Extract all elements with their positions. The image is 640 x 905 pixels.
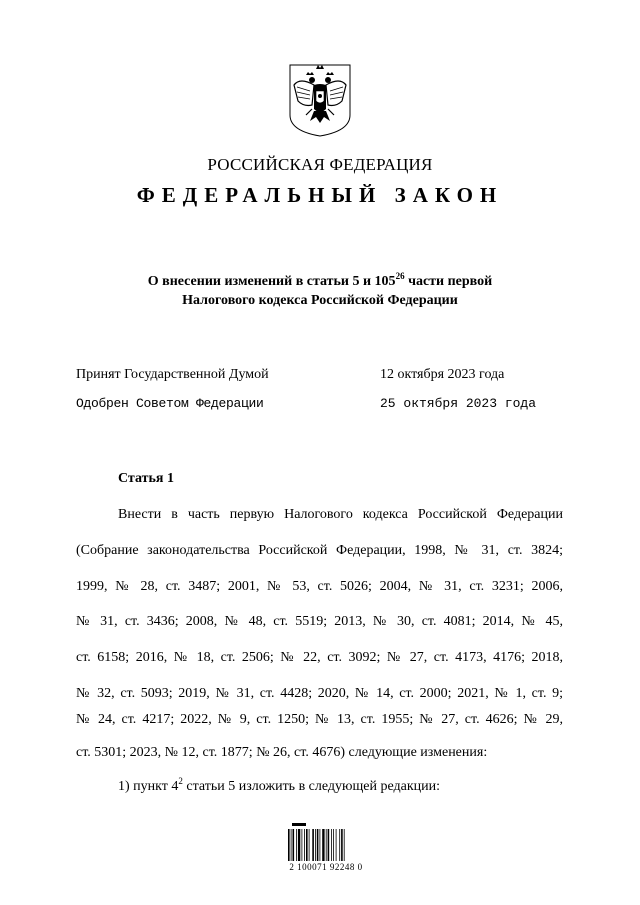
item-1-text-end: статьи 5 изложить в следующей редакции:	[182, 779, 441, 794]
article-item-1	[118, 776, 563, 795]
barcode-bar	[306, 829, 308, 861]
barcode-bar	[322, 829, 324, 861]
council-date: 25 октября 2023 года	[380, 396, 537, 411]
barcode-bar	[293, 829, 295, 861]
barcode-bar	[344, 829, 345, 861]
coat-of-arms-emblem	[288, 63, 352, 137]
barcode-bar	[326, 829, 327, 861]
barcode-bars	[288, 823, 345, 861]
council-label: Одобрен Советом Федерации	[76, 396, 264, 411]
barcode-bar	[333, 829, 334, 861]
barcode-top-mark	[292, 823, 306, 826]
barcode-bar	[312, 829, 314, 861]
item-1-text: 1) пункт 4	[118, 779, 179, 794]
barcode-bar	[288, 829, 290, 861]
duma-label: Принят Государственной Думой	[76, 367, 269, 382]
item-1-superscript: 2	[178, 776, 183, 786]
barcode-bar	[298, 829, 300, 861]
article-text-line: № 24, ст. 4217; 2022, № 9, ст. 1250; № 13, ст. 1955; № 27, ст. 4626; № 29,	[76, 712, 563, 727]
duma-date: 12 октября 2023 года	[380, 367, 505, 382]
article-text-line: ст. 6158; 2016, № 18, ст. 2506; № 22, ст. 3092; № 27, ст. 4173, 4176; 2018,	[76, 650, 563, 665]
barcode-bar	[291, 829, 292, 861]
article-heading: Статья 1	[118, 471, 174, 486]
law-title	[0, 272, 640, 310]
article-text-line: № 32, ст. 5093; 2019, № 31, ст. 4428; 2020, № 14, ст. 2000; 2021, № 1, ст. 9;	[76, 686, 563, 701]
barcode-number: 2 100071 92248 0	[289, 862, 363, 872]
barcode-bar	[331, 829, 332, 861]
law-title-text: О внесении изменений в статьи 5 и 105	[147, 274, 396, 289]
barcode-bar	[328, 829, 330, 861]
barcode-bar	[341, 829, 343, 861]
document-type: ФЕДЕРАЛЬНЫЙ ЗАКОН	[136, 183, 504, 207]
law-title-line-1	[0, 272, 640, 291]
barcode-bar	[336, 829, 337, 861]
law-title-line-2: Налогового кодекса Российской Федерации	[182, 293, 458, 308]
article-text-line: ст. 5301; 2023, № 12, ст. 1877; № 26, ст. 4676) следующие изменения:	[76, 745, 488, 760]
article-text-line: 1999, № 28, ст. 3487; 2001, № 53, ст. 5026; 2004, № 31, ст. 3231; 2006,	[76, 579, 563, 594]
article-text-line: Внести в часть первую Налогового кодекса Российской Федерации	[118, 507, 563, 522]
barcode-bar	[304, 829, 305, 861]
barcode-bar	[315, 829, 316, 861]
article-superscript: 26	[395, 271, 405, 281]
article-text-line: № 31, ст. 3436; 2008, № 48, ст. 5519; 2013, № 30, ст. 4081; 2014, № 45,	[76, 614, 563, 629]
country-name: РОССИЙСКАЯ ФЕДЕРАЦИЯ	[207, 155, 433, 174]
barcode-bar	[339, 829, 340, 861]
barcode-bar	[309, 829, 310, 861]
article-text-line: (Собрание законодательства Российской Федерации, 1998, № 31, ст. 3824;	[76, 543, 563, 558]
law-title-text-end: части первой	[404, 274, 493, 289]
barcode-bar	[302, 829, 303, 861]
barcode-bar	[296, 829, 297, 861]
barcode-bar	[317, 829, 319, 861]
barcode-bar	[320, 829, 321, 861]
